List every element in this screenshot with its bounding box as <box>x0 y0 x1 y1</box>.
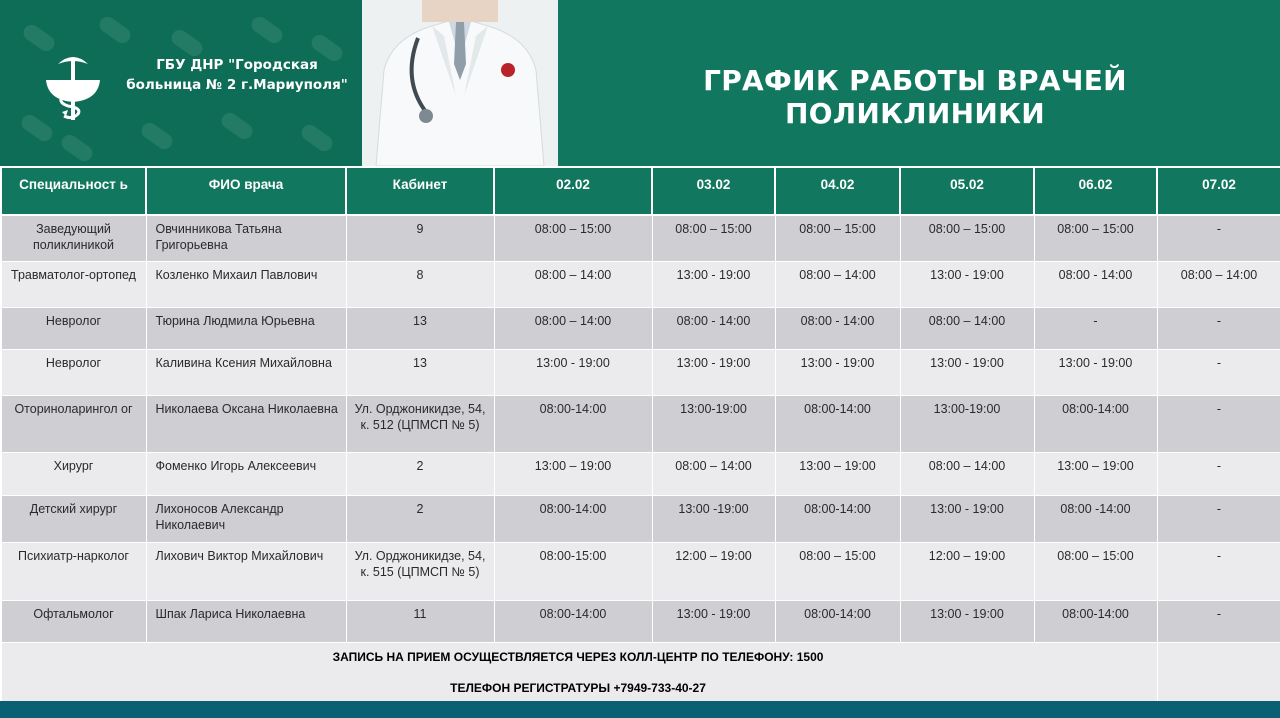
column-header-date: 06.02 <box>1034 167 1157 215</box>
hospital-name-line1: ГБУ ДНР "Городская <box>156 57 318 73</box>
specialty-cell: Детский хирург <box>1 495 146 542</box>
doctor-name-cell: Каливина Ксения Михайловна <box>146 349 346 395</box>
schedule-cell: 13:00 - 19:00 <box>494 349 652 395</box>
schedule-cell: 13:00 – 19:00 <box>775 452 900 495</box>
table-row <box>1 395 1280 452</box>
schedule-cell: 13:00 - 19:00 <box>900 600 1034 642</box>
schedule-cell: 08:00 – 15:00 <box>494 215 652 261</box>
hospital-name-line2: больница № 2 г.Мариуполя" <box>126 77 348 93</box>
specialty-cell: Невролог <box>1 307 146 349</box>
room-cell: 9 <box>346 215 494 261</box>
schedule-cell: 08:00-14:00 <box>775 395 900 452</box>
schedule-cell: - <box>1157 307 1280 349</box>
schedule-cell: 13:00 -19:00 <box>652 495 775 542</box>
schedule-cell: 13:00 - 19:00 <box>900 495 1034 542</box>
schedule-cell: 13:00-19:00 <box>900 395 1034 452</box>
schedule-cell: 08:00 – 15:00 <box>775 542 900 600</box>
schedule-cell: 13:00 – 19:00 <box>494 452 652 495</box>
schedule-cell: 08:00 – 15:00 <box>900 215 1034 261</box>
schedule-cell: - <box>1157 215 1280 261</box>
room-cell: 13 <box>346 307 494 349</box>
schedule-cell: 08:00 – 15:00 <box>1034 215 1157 261</box>
schedule-cell: 08:00 – 15:00 <box>775 215 900 261</box>
header-banner <box>0 0 1280 166</box>
schedule-cell: - <box>1157 349 1280 395</box>
doctor-name-cell: Лихович Виктор Михайлович <box>146 542 346 600</box>
schedule-cell: 08:00-14:00 <box>775 495 900 542</box>
specialty-cell: Заведующий поликлиникой <box>1 215 146 261</box>
specialty-cell: Психиатр-нарколог <box>1 542 146 600</box>
schedule-cell: 08:00 - 14:00 <box>652 307 775 349</box>
schedule-cell: 13:00 - 19:00 <box>900 349 1034 395</box>
column-header-specialty: Специальност ь <box>1 167 146 215</box>
schedule-cell: 08:00 – 14:00 <box>494 307 652 349</box>
page-title: ГРАФИК РАБОТЫ ВРАЧЕЙ ПОЛИКЛИНИКИ <box>703 64 1127 130</box>
schedule-cell: 13:00 - 19:00 <box>652 261 775 307</box>
schedule-cell: - <box>1157 395 1280 452</box>
schedule-cell: 13:00 - 19:00 <box>775 349 900 395</box>
doctor-name-cell: Тюрина Людмила Юрьевна <box>146 307 346 349</box>
schedule-cell: 12:00 – 19:00 <box>900 542 1034 600</box>
bowl-of-hygieia-icon <box>38 50 108 125</box>
room-cell: Ул. Орджоникидзе, 54, к. 512 (ЦПМСП № 5) <box>346 395 494 452</box>
doctor-name-cell: Фоменко Игорь Алексеевич <box>146 452 346 495</box>
schedule-cell: 08:00 – 14:00 <box>494 261 652 307</box>
table-row <box>1 261 1280 307</box>
table-row <box>1 600 1280 642</box>
schedule-cell: - <box>1034 307 1157 349</box>
schedule-cell: 08:00-14:00 <box>494 395 652 452</box>
room-cell: 11 <box>346 600 494 642</box>
column-header-date: 03.02 <box>652 167 775 215</box>
column-header-date: 07.02 <box>1157 167 1280 215</box>
room-cell: 13 <box>346 349 494 395</box>
doctor-name-cell: Николаева Оксана Николаевна <box>146 395 346 452</box>
schedule-cell: 08:00 - 14:00 <box>1034 261 1157 307</box>
schedule-cell: 08:00 – 14:00 <box>1157 261 1280 307</box>
room-cell: Ул. Орджоникидзе, 54, к. 515 (ЦПМСП № 5) <box>346 542 494 600</box>
schedule-cell: 08:00 – 14:00 <box>900 307 1034 349</box>
schedule-cell: - <box>1157 452 1280 495</box>
schedule-cell: - <box>1157 495 1280 542</box>
schedule-cell: 12:00 – 19:00 <box>652 542 775 600</box>
specialty-cell: Оториноларингол ог <box>1 395 146 452</box>
schedule-cell: 08:00 – 15:00 <box>1034 542 1157 600</box>
table-row <box>1 215 1280 261</box>
room-cell: 2 <box>346 495 494 542</box>
table-row <box>1 349 1280 395</box>
specialty-cell: Невролог <box>1 349 146 395</box>
doctor-name-cell: Лихоносов Александр Николаевич <box>146 495 346 542</box>
registry-phone: ТЕЛЕФОН РЕГИСТРАТУРЫ +7949-733-40-27 <box>450 681 706 695</box>
room-cell: 2 <box>346 452 494 495</box>
schedule-cell: 08:00-14:00 <box>494 600 652 642</box>
schedule-table <box>0 166 1280 702</box>
schedule-cell: - <box>1157 600 1280 642</box>
specialty-cell: Травматолог-ортопед <box>1 261 146 307</box>
bottom-bar <box>0 701 1280 718</box>
column-header-doctor: ФИО врача <box>146 167 346 215</box>
schedule-cell: 13:00 - 19:00 <box>652 600 775 642</box>
table-row <box>1 542 1280 600</box>
schedule-cell: 13:00-19:00 <box>652 395 775 452</box>
schedule-cell: 08:00 -14:00 <box>1034 495 1157 542</box>
column-header-room: Кабинет <box>346 167 494 215</box>
schedule-cell: 08:00 – 15:00 <box>652 215 775 261</box>
schedule-cell: 08:00-14:00 <box>1034 600 1157 642</box>
schedule-cell: 08:00-14:00 <box>775 600 900 642</box>
doctor-photo <box>362 0 558 166</box>
schedule-cell: 13:00 - 19:00 <box>652 349 775 395</box>
column-header-date: 04.02 <box>775 167 900 215</box>
doctor-name-cell: Шпак Лариса Николаевна <box>146 600 346 642</box>
schedule-cell: 13:00 – 19:00 <box>1034 452 1157 495</box>
schedule-cell: 13:00 - 19:00 <box>900 261 1034 307</box>
table-row <box>1 307 1280 349</box>
hospital-name <box>112 55 362 95</box>
column-header-date: 05.02 <box>900 167 1034 215</box>
schedule-cell: 08:00 - 14:00 <box>775 307 900 349</box>
table-row <box>1 495 1280 542</box>
column-header-date: 02.02 <box>494 167 652 215</box>
table-header-row <box>1 167 1280 215</box>
schedule-cell: 08:00 – 14:00 <box>652 452 775 495</box>
footer-empty-cell <box>1157 642 1280 701</box>
schedule-cell: - <box>1157 542 1280 600</box>
schedule-cell: 08:00 – 14:00 <box>775 261 900 307</box>
schedule-cell: 08:00 – 14:00 <box>900 452 1034 495</box>
specialty-cell: Офтальмолог <box>1 600 146 642</box>
schedule-cell: 08:00-15:00 <box>494 542 652 600</box>
schedule-cell: 13:00 - 19:00 <box>1034 349 1157 395</box>
doctor-name-cell: Овчинникова Татьяна Григорьевна <box>146 215 346 261</box>
specialty-cell: Хирург <box>1 452 146 495</box>
room-cell: 8 <box>346 261 494 307</box>
table-row <box>1 452 1280 495</box>
schedule-cell: 08:00-14:00 <box>494 495 652 542</box>
call-center-note: ЗАПИСЬ НА ПРИЕМ ОСУЩЕСТВЛЯЕТСЯ ЧЕРЕЗ КОЛЛ-ЦЕНТР ПО ТЕЛЕФОНУ: 1500 <box>332 650 824 664</box>
doctor-name-cell: Козленко Михаил Павлович <box>146 261 346 307</box>
header-left-panel <box>0 0 362 166</box>
schedule-cell: 08:00-14:00 <box>1034 395 1157 452</box>
